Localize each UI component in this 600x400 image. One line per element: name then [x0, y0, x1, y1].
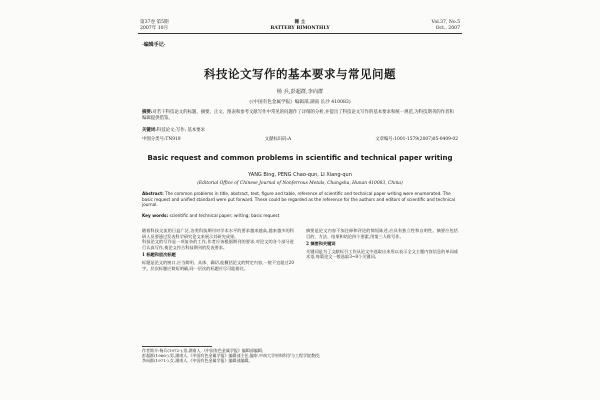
keywords-cn-label: 关键词: [142, 128, 157, 133]
volume-issue-en: Vol.37, No.5 [431, 20, 460, 25]
keywords-en [142, 213, 458, 218]
authors-en: YANG Bing, PENG Chao-qun, LI Xiang-qun [248, 172, 352, 178]
paragraph: 关键词是为了文献标引工作从论文中选取出来用以表示全文主题内容信息的单词或术语,每篇论文一般选取3~8个关键词。 [306, 248, 458, 260]
paragraph: 标题是论文的窗口,应当简明、具体、确切,能概括论文的特定内容,一般不宜超过20字。层次标题应简短明确,同一层次的标题应尽可能排比。 [142, 259, 294, 271]
affiliation-en: (Editorial Office of Chinese Journal of Nonferrous Metals, Changsha, Hunan 410083, China) [197, 181, 403, 186]
title-cn: 科技论文写作的基本要求与常见问题 [204, 67, 396, 81]
date-en: Oct., 2007 [435, 25, 460, 31]
journal-name-cn: 稀 土 [294, 20, 306, 25]
footnote: 作者简介:杨兵(1972-),男,湖南人,《中国有色金属学报》编辑部编辑; [142, 348, 264, 353]
authors-cn: 杨 兵,彭超群,李向群 [276, 89, 324, 95]
keywords-cn [142, 128, 458, 134]
year-month: 2007年 10月 [140, 25, 169, 31]
title-en: Basic request and common problems in scientific and technical paper writing [147, 154, 453, 162]
footnote-rule [142, 346, 212, 347]
footnote: 彭超群(1966-),男,湖南人,《中国有色金属学报》编辑部主任,编审,中南大学材料科学与工程学院教授; [142, 353, 321, 359]
volume-issue: 第37卷 第5期 [140, 20, 169, 25]
body-column-left [142, 228, 294, 271]
abstract-en-label: Abstract: [142, 191, 164, 196]
document-code: 文献标识码:A [264, 137, 292, 142]
paragraph: 摘要是论文内容不加注释和评论的简短陈述,应具有独立性和自明性。摘要应包括目的、方法、结果和结论四个要素,用第三人称写作。 [306, 228, 458, 239]
column-tag: ·编辑手记· [142, 42, 166, 48]
article-number: 文章编号:1001-1579(2007)05-0409-02 [375, 137, 458, 142]
footnotes [142, 348, 458, 364]
keywords-en-label: Key words: [142, 213, 169, 218]
keywords-cn-text: 科技论文;写作; 基本要求 [156, 128, 206, 133]
classification-row [142, 136, 458, 142]
running-header-right [432, 20, 460, 31]
running-header-center [262, 20, 338, 31]
paragraph: 随着科技交流的日益广泛,各类科技期刊对学术水平的要求越来越高,越来越多的科研人员要通过发表科学研究论文来展示其研究成果。 [142, 228, 294, 239]
abstract-en-text: The common problems in title, abstract, text, figure and table, reference of scientific and technical paper writing were enumerated. The basic request and unified standard were put forward. These could be regarded as the reference for the authors and editors of scientific and technical journal. [142, 191, 456, 208]
header-rule [138, 33, 462, 34]
class-number: 中图分类号:TN919 [142, 137, 181, 142]
section-heading: 1 标题和层次标题 [142, 252, 176, 258]
paragraph: 科技论文的写作是一项复杂的工作,作者应该根据期刊的要求,对论文的各个部分进行认真写作,使论文符合科技期刊的发表要求。 [142, 239, 294, 250]
abstract-en [142, 191, 458, 208]
abstract-cn-label: 摘要: [142, 110, 153, 115]
keywords-en-text: scientific and technical paper; writing; basic request [169, 213, 280, 218]
section-heading: 2 摘要和关键词 [306, 241, 336, 247]
body-column-right [306, 228, 458, 260]
journal-name-en: BATTERY BIMONTHLY [270, 25, 330, 31]
running-header-left [140, 20, 169, 31]
affiliation-cn: (《中国有色金属学报》编辑部,湖南 长沙 410083) [249, 100, 351, 105]
footnote: 李向群(1971-),女,湖南人,《中国有色金属学报》编辑部编辑。 [142, 358, 253, 364]
abstract-cn-text: 对若干科技论文的标题、摘要、正文、图表和参考文献写作中常见的问题作了详细的分析,并提出了科技论文写作的基本要求和统一规范,为科技期刊的作者和编辑提供借鉴。 [142, 110, 454, 121]
abstract-cn [142, 110, 458, 122]
